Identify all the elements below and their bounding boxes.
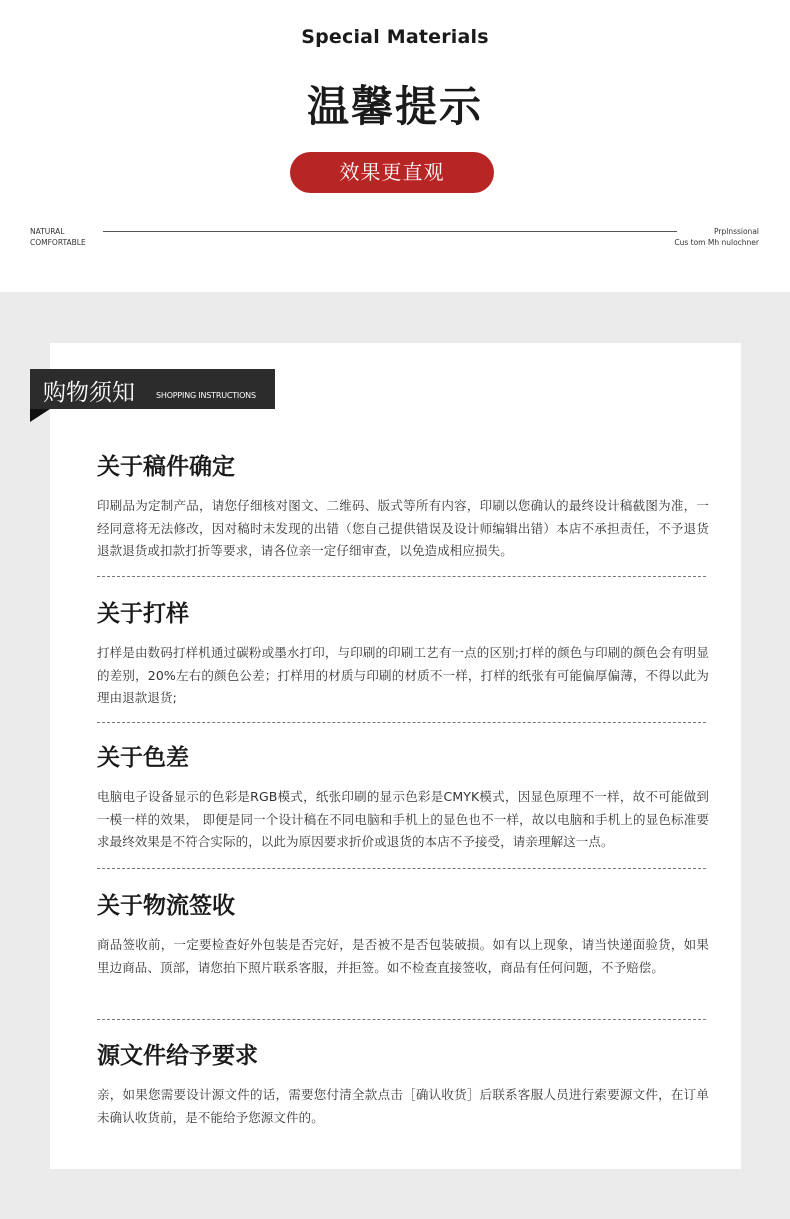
- section-title: 关于打样: [97, 601, 189, 627]
- tag-right-line-2: Cus tom Mh nulochner: [674, 238, 759, 247]
- header-subtitle: Special Materials: [301, 26, 489, 48]
- section-body: 亲，如果您需要设计源文件的话，需要您付清全款点击［确认收货］后联系客服人员进行索要源文件，在订单未确认收货前，是不能给予您源文件的。: [97, 1087, 709, 1125]
- section-body: 印刷品为定制产品，请您仔细核对图文、二维码、版式等所有内容，印刷以您确认的最终设计稿截图为准，一经同意将无法修改，因对稿时未发现的出错（您自己提供错误及设计师编辑出错）本店不承担责任，不予退货退款退货或扣款打折等要求，请各位亲一定仔细审查，以免造成相应损失。: [97, 498, 709, 558]
- tag-left-line-2: COMFORTABLE: [30, 238, 86, 247]
- section-title: 关于稿件确定: [97, 454, 235, 480]
- section-title: 关于物流签收: [97, 893, 235, 919]
- effect-pill-badge: 效果更直观: [290, 152, 494, 193]
- section-body: 打样是由数码打样机通过碳粉或墨水打印，与印刷的印刷工艺有一点的区别;打样的颜色与印刷的颜色会有明显的差别，20%左右的颜色公差；打样用的材质与印刷的材质不一样，打样的纸张有可能偏厚偏薄，不得以此为理由退款退货;: [97, 645, 709, 705]
- tag-right-line-1: Prplnssional: [714, 227, 759, 236]
- ribbon-fold-shape: [30, 409, 50, 422]
- section-title: 源文件给予要求: [97, 1043, 258, 1069]
- header-area: [0, 0, 790, 292]
- section-body: 电脑电子设备显示的色彩是RGB模式，纸张印刷的显示色彩是CMYK模式，因显色原理不一样，故不可能做到一模一样的效果， 即便是同一个设计稿在不同电脑和手机上的显色也不一样，故以电脑和手机上的显色标准要求最终效果是不符合实际的，以此为原因要求折价或退货的本店不予接受，请亲理解这一点。: [97, 789, 709, 849]
- section-source-files: [97, 1042, 709, 1129]
- tag-left: [30, 226, 86, 248]
- page-title: 温馨提示: [306, 82, 483, 131]
- section-divider: [97, 1019, 706, 1020]
- section-manuscript: [97, 453, 709, 563]
- section-proofing: [97, 600, 709, 710]
- header-divider: [103, 231, 677, 232]
- section-divider: [97, 722, 706, 723]
- tag-left-line-1: NATURAL: [30, 227, 65, 236]
- tag-right: [674, 226, 759, 248]
- section-body: 商品签收前，一定要检查好外包装是否完好，是否被不是否包装破损。如有以上现象，请当快递面验货，如果里边商品、顶部，请您拍下照片联系客服，并拒签。如不检查直接签收，商品有任何问题，不予赔偿。: [97, 937, 709, 975]
- ribbon-title: 购物须知: [43, 380, 135, 406]
- section-divider: [97, 868, 706, 869]
- section-ribbon: [30, 369, 275, 409]
- section-logistics: [97, 892, 709, 979]
- section-title: 关于色差: [97, 745, 189, 771]
- section-color-difference: [97, 744, 709, 854]
- ribbon-subtitle: SHOPPING INSTRUCTIONS: [156, 391, 256, 400]
- section-divider: [97, 576, 706, 577]
